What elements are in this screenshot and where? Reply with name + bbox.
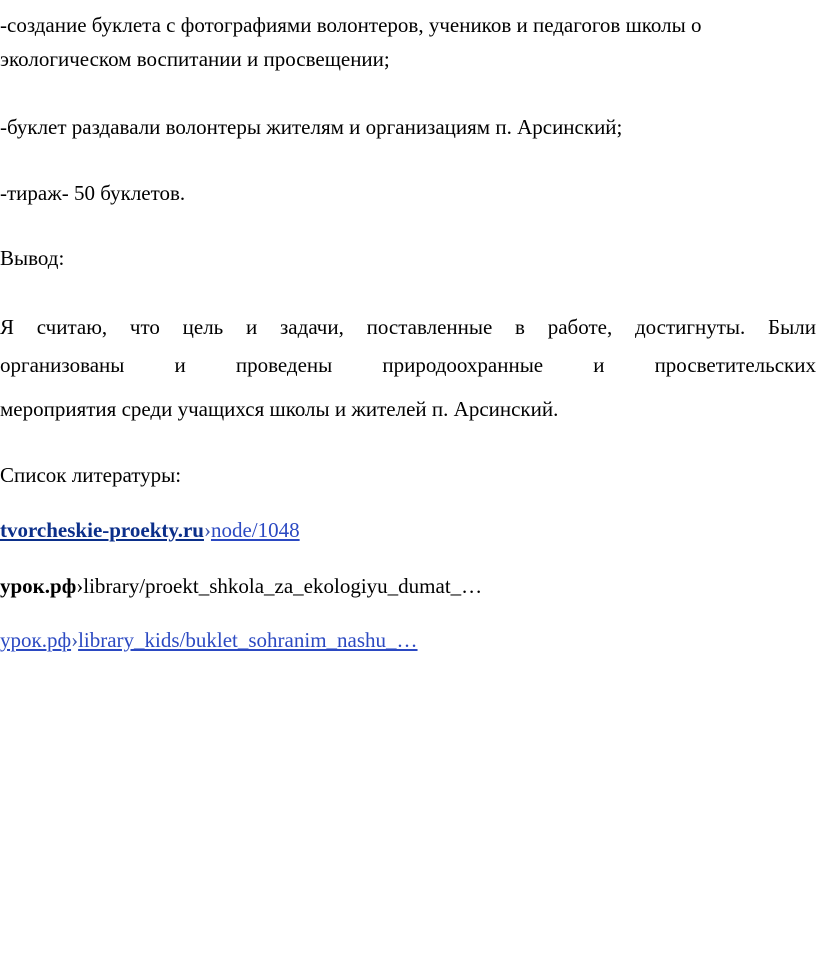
word: поставленные: [366, 315, 493, 339]
conclusion-paragraph-line-2: [0, 352, 816, 378]
word: Были: [768, 315, 816, 339]
word: работе,: [547, 315, 613, 339]
word: в: [515, 315, 525, 339]
conclusion-paragraph-line-3: мероприятия среди учащихся школы и жителей п. Арсинский.: [0, 397, 559, 421]
reference-site: урок.рф: [0, 574, 77, 598]
text-line-2: экологическом воспитании и просвещении;: [0, 47, 390, 71]
reference-item-1: [0, 517, 816, 543]
word: достигнуты.: [634, 315, 746, 339]
reference-item-3: [0, 627, 816, 653]
word: задачи,: [280, 315, 344, 339]
word: что: [129, 315, 160, 339]
reference-path: library/proekt_shkola_za_ekologiyu_dumat_…: [83, 574, 483, 598]
word: Я: [0, 315, 15, 339]
reference-item-2: [0, 573, 816, 599]
reference-link-site[interactable]: tvorcheskie-proekty.ru: [0, 518, 204, 542]
word: просветительских: [654, 353, 816, 377]
breadcrumb-separator: ›: [76, 574, 84, 598]
word: природоохранные: [382, 353, 544, 377]
word: цель: [182, 315, 224, 339]
text-line-1: -создание буклета с фотографиями волонтеров, учеников и педагогов школы о: [0, 13, 702, 37]
word: и: [246, 315, 258, 339]
text-line-4: -тираж- 50 буклетов.: [0, 181, 186, 205]
reference-link-path[interactable]: node/1048: [210, 518, 300, 542]
word: и: [593, 353, 605, 377]
text-line-3: -буклет раздавали волонтеры жителям и организациям п. Арсинский;: [0, 115, 623, 139]
reference-link-site[interactable]: урок.рф: [0, 628, 72, 652]
conclusion-paragraph-line-1: [0, 314, 816, 340]
word: и: [174, 353, 186, 377]
conclusion-heading: Вывод:: [0, 246, 65, 270]
word: проведены: [235, 353, 333, 377]
word: считаю,: [36, 315, 108, 339]
word: организованы: [0, 353, 125, 377]
references-heading: Список литературы:: [0, 463, 182, 487]
reference-link-path[interactable]: library_kids/buklet_sohranim_nashu_…: [78, 628, 418, 652]
breadcrumb-separator: ›: [71, 628, 79, 652]
breadcrumb-separator: ›: [203, 518, 211, 542]
